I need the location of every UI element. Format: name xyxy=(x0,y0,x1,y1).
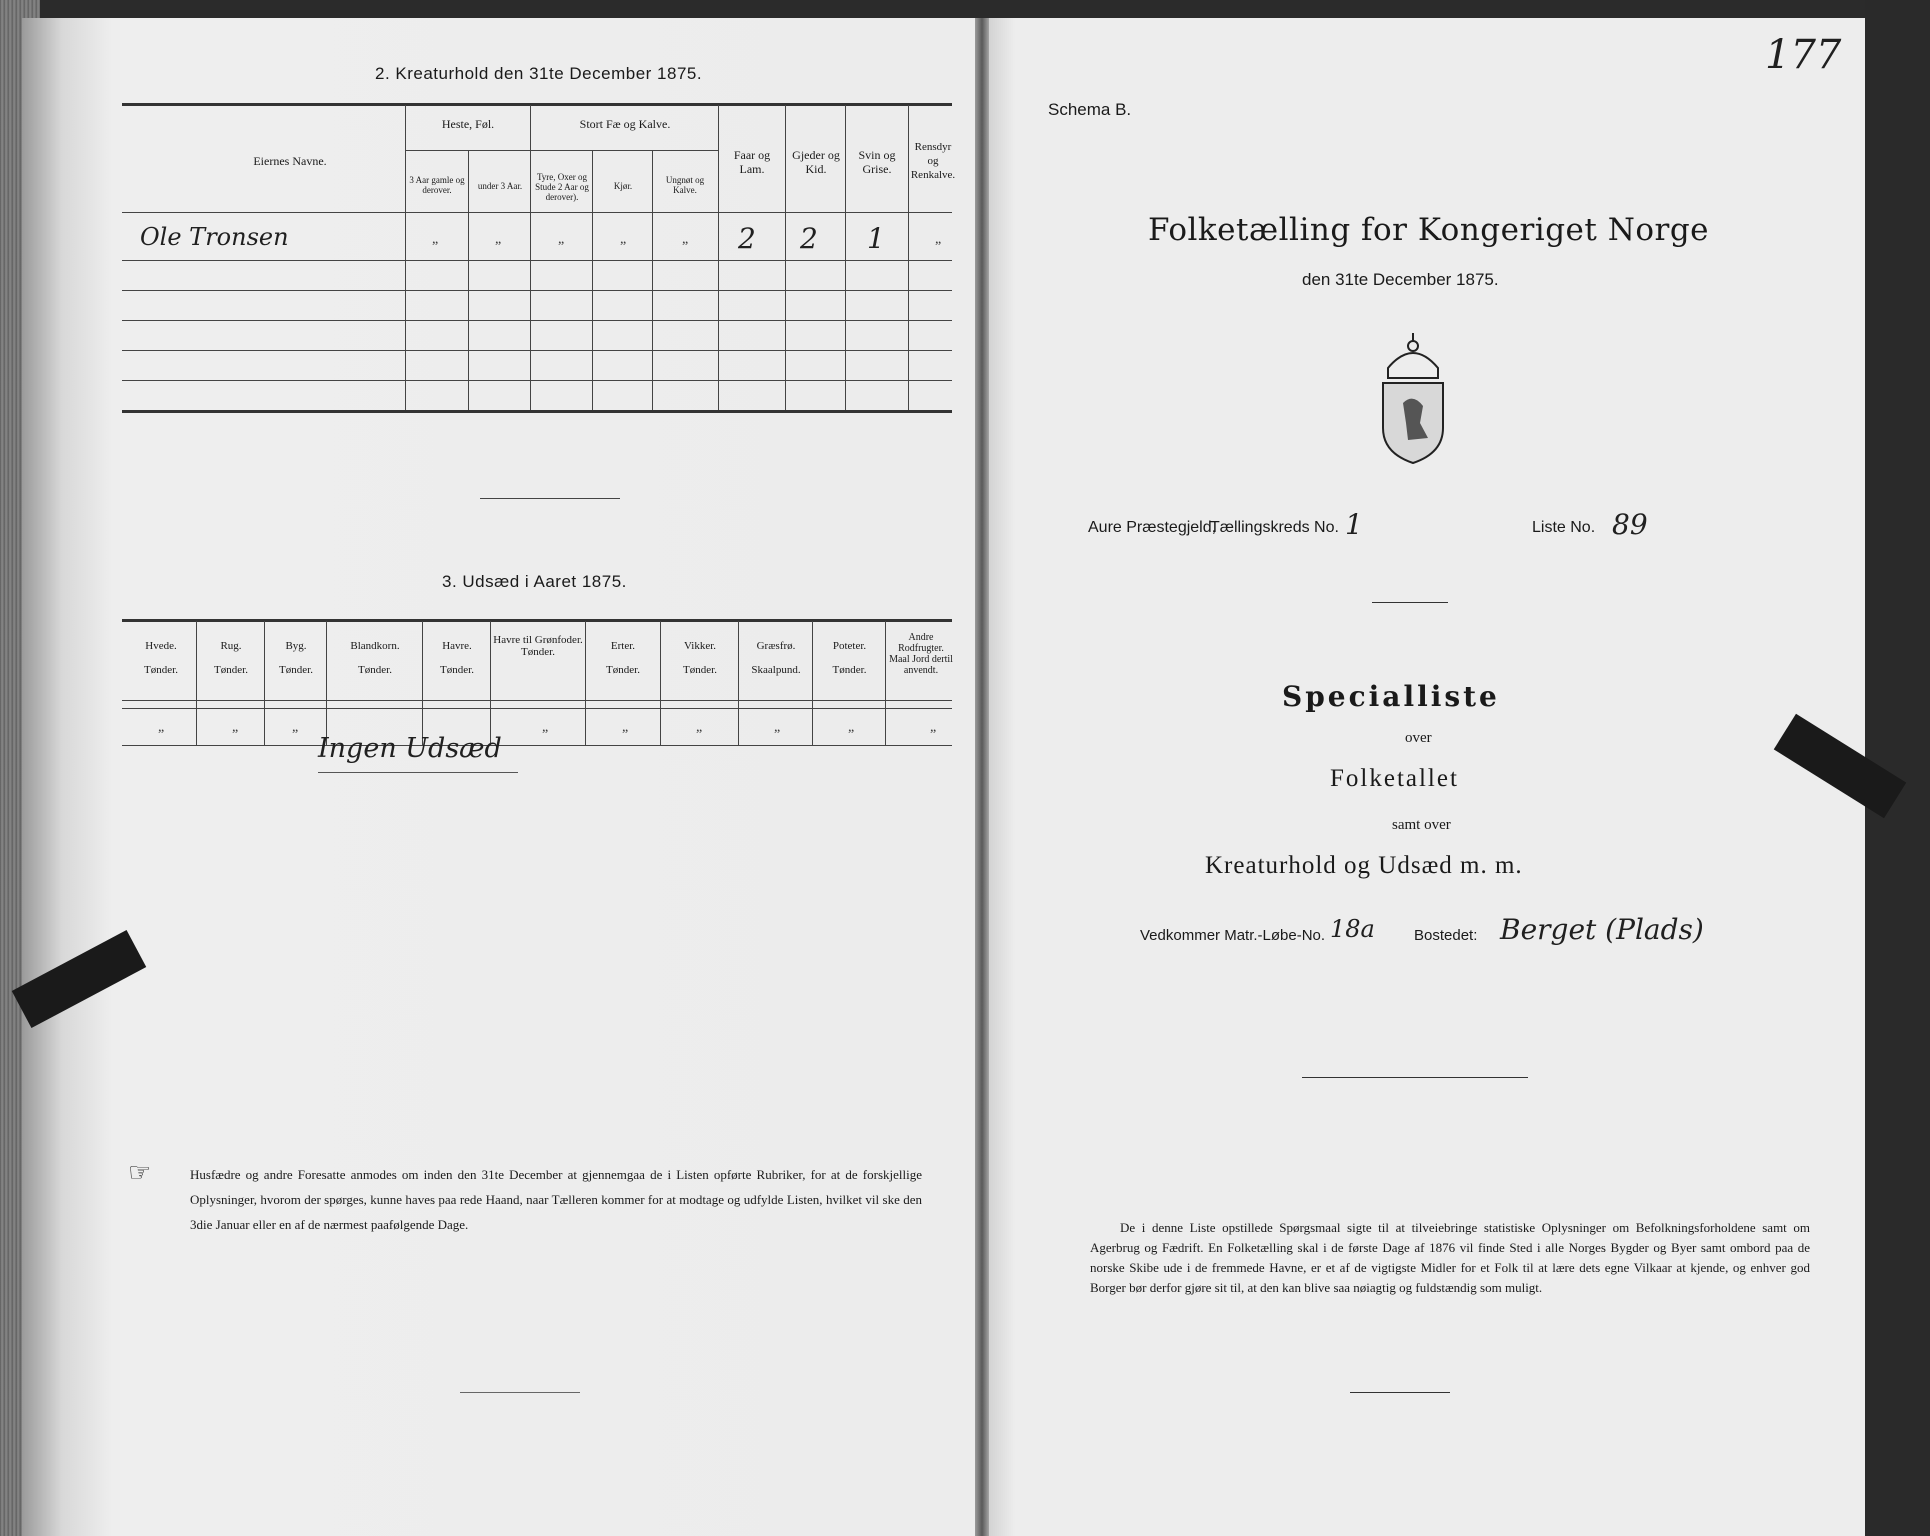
col-name: Hvede. xyxy=(145,640,177,652)
table2-row-rule xyxy=(122,320,952,321)
table2-row-rule xyxy=(122,350,952,351)
table2-col-rule xyxy=(652,150,653,410)
col-rug-header xyxy=(198,640,264,676)
col-byg-header xyxy=(266,640,326,676)
over-text: over xyxy=(1405,730,1432,746)
table3-col-rule xyxy=(490,621,491,745)
col-unit: Tønder. xyxy=(683,664,717,676)
footer-rule xyxy=(1350,1392,1450,1393)
col-name: Havre. xyxy=(442,640,472,652)
table2-col-rule xyxy=(845,105,846,410)
udsaed-cell: „ xyxy=(158,720,165,735)
table2-col-rule xyxy=(718,105,719,410)
table2-col-rule xyxy=(468,150,469,410)
matr-label: Vedkommer Matr.-Løbe-No. xyxy=(1140,927,1326,944)
udsaed-cell: „ xyxy=(542,720,549,735)
samt-over-text: samt over xyxy=(1392,817,1451,833)
col-name: Byg. xyxy=(285,640,307,652)
col-unit: Tønder. xyxy=(279,664,313,676)
schema-label: Schema B. xyxy=(1048,100,1132,119)
table3-bottom-rule xyxy=(122,745,952,746)
table3-col-rule xyxy=(326,621,327,745)
table2-group-rule xyxy=(405,150,718,151)
folketallet-heading: Folketallet xyxy=(1330,765,1459,792)
col-havre-gronfoder-header xyxy=(492,634,584,658)
col-svin-header: Svin og Grise. xyxy=(858,148,896,176)
col-poteter-header xyxy=(814,640,885,676)
krets-value: 1 xyxy=(1345,508,1363,541)
col-name: Rug. xyxy=(220,640,242,652)
table2-top-rule xyxy=(122,103,952,106)
table3-header-rule xyxy=(122,700,952,701)
bostedet-value: Berget (Plads) xyxy=(1500,913,1704,946)
group-heste-header: Heste, Føl. xyxy=(441,117,495,131)
cell-h1: „ xyxy=(432,232,439,247)
table2-header-rule xyxy=(122,212,952,213)
col-unit: Tønder. xyxy=(606,664,640,676)
table3-col-rule xyxy=(812,621,813,745)
kreaturhold-heading: Kreaturhold og Udsæd m. m. xyxy=(1205,852,1523,879)
col-faar-header: Faar og Lam. xyxy=(733,148,771,176)
col-unit: Tønder. xyxy=(832,664,867,676)
udsaed-cell: „ xyxy=(232,720,239,735)
col-andre-header xyxy=(887,632,955,676)
footer-rule xyxy=(460,1392,580,1393)
group-stortfae-header: Stort Fæ og Kalve. xyxy=(579,117,671,131)
udsaed-handwritten: Ingen Udsæd xyxy=(318,733,502,764)
table3-col-rule xyxy=(422,621,423,745)
info-paragraph: De i denne Liste opstillede Spørgsmaal sigte til at tilveiebringe statistiske Oplysninger om Befolkningsforholdene samt om Agerbrug og Fædrift. En Folketælling skal i de første Dage af 1876 vil finde Sted i alle Norges Bygder og Byer samt ombord paa de norske Skibe ude i de fremmede Havne, er et af de vigtigste Midler for et Folk til at lære dets egne Vilkaar at kjende, og enhver god Borger bør derfor gjøre sit til, at den kan blive saa nøiagtig og fuldstændig som muligt. xyxy=(1090,1220,1810,1295)
parish-label: Aure Præstegjeld, xyxy=(1088,519,1217,536)
table3-col-rule xyxy=(196,621,197,745)
table2-col-rule xyxy=(592,150,593,410)
specialliste-heading: Specialliste xyxy=(1282,680,1500,713)
col-unit: Tønder. xyxy=(358,664,392,676)
col-name: Græsfrø. xyxy=(756,640,796,652)
udsaed-cell: „ xyxy=(696,720,703,735)
col-unit: Skaalpund. xyxy=(751,664,801,676)
page-number-handwritten: 177 xyxy=(1765,32,1842,78)
col-name: Blandkorn. xyxy=(350,640,400,652)
col-hvede-header xyxy=(126,640,196,676)
col-name: Andre Rodfrugter. xyxy=(898,632,944,654)
cell-s2: „ xyxy=(620,232,627,247)
table3-top-rule xyxy=(122,619,952,622)
coat-of-arms-icon xyxy=(1368,328,1458,468)
table3-col-rule xyxy=(660,621,661,745)
matr-value: 18a xyxy=(1330,915,1375,943)
owner-name-handwritten: Ole Tronsen xyxy=(140,223,289,251)
book-spine xyxy=(975,18,989,1536)
table2-row-rule xyxy=(122,260,952,261)
udsaed-cell: „ xyxy=(622,720,629,735)
section2-title: 2. Kreaturhold den 31te December 1875. xyxy=(375,64,703,83)
col-name: Vikker. xyxy=(683,640,717,652)
table3-col-rule xyxy=(738,621,739,745)
col-unit: Maal Jord dertil anvendt. xyxy=(889,654,953,676)
liste-label: Liste No. xyxy=(1532,519,1596,536)
handwriting-underline xyxy=(318,772,518,773)
col-havre-header xyxy=(424,640,490,676)
col-s1-header: Tyre, Oxer og Stude 2 Aar og derover). xyxy=(535,172,589,202)
liste-value: 89 xyxy=(1612,508,1648,541)
divider xyxy=(1302,1077,1528,1078)
udsaed-cell: „ xyxy=(848,720,855,735)
table2-row-rule xyxy=(122,380,952,381)
col-unit: Tønder. xyxy=(214,664,248,676)
table2-bottom-rule xyxy=(122,410,952,413)
col-s2-header: Kjør. xyxy=(613,181,633,191)
table3-col-rule xyxy=(585,621,586,745)
udsaed-cell: „ xyxy=(930,720,937,735)
divider xyxy=(1372,602,1448,603)
cell-svin: 1 xyxy=(867,222,885,255)
cell-gjeder: 2 xyxy=(800,222,818,255)
col-name: Havre til Grønfoder. xyxy=(493,634,583,646)
krets-label: Tællingskreds No. xyxy=(1210,519,1339,536)
main-title: Folketælling for Kongeriget Norge xyxy=(1148,212,1710,248)
pointing-hand-icon: ☞ xyxy=(128,1158,152,1187)
col-vikker-header xyxy=(662,640,738,676)
bostedet-label: Bostedet: xyxy=(1414,927,1478,944)
cell-s3: „ xyxy=(682,232,689,247)
udsaed-cell: „ xyxy=(774,720,781,735)
col-graesfro-header xyxy=(740,640,812,676)
table3-col-rule xyxy=(885,621,886,745)
udsaed-cell: „ xyxy=(292,720,299,735)
col-owner-header: Eiernes Navne. xyxy=(253,154,327,168)
col-h2-header: under 3 Aar. xyxy=(477,181,523,191)
col-unit: Tønder. xyxy=(144,664,178,676)
col-unit: Tønder. xyxy=(521,646,555,658)
cell-s1: „ xyxy=(558,232,565,247)
col-name: Poteter. xyxy=(832,640,867,652)
cell-faar: 2 xyxy=(738,222,756,255)
col-unit: Tønder. xyxy=(440,664,474,676)
col-blandkorn-header xyxy=(328,640,422,676)
cell-rensdyr: „ xyxy=(935,232,942,247)
table3-header-rule xyxy=(122,708,952,709)
cell-h2: „ xyxy=(495,232,502,247)
col-rensdyr-header: Rensdyr og Renkalve. xyxy=(910,141,956,181)
notice-paragraph: Husfædre og andre Foresatte anmodes om inden den 31te December at gjennemgaa de i Listen opførte Rubriker, for at de forskjellige Oplysninger, hvorom der spørges, kunne haves paa rede Haand, naar Tælleren kommer for at modtage og udfylde Listen, hvilket vil ske den 3die Januar eller en af de nærmest paafølgende Dage. xyxy=(190,1167,922,1232)
main-subtitle: den 31te December 1875. xyxy=(1302,270,1499,289)
table2-row-rule xyxy=(122,290,952,291)
col-h1-header: 3 Aar gamle og derover. xyxy=(409,175,465,195)
col-erter-header xyxy=(587,640,659,676)
table2-col-rule xyxy=(785,105,786,410)
divider xyxy=(480,498,620,499)
table3-col-rule xyxy=(264,621,265,745)
col-s3-header: Ungnøt og Kalve. xyxy=(665,175,705,195)
col-name: Erter. xyxy=(610,640,636,652)
section3-title: 3. Udsæd i Aaret 1875. xyxy=(442,572,627,591)
col-gjeder-header: Gjeder og Kid. xyxy=(792,148,840,176)
